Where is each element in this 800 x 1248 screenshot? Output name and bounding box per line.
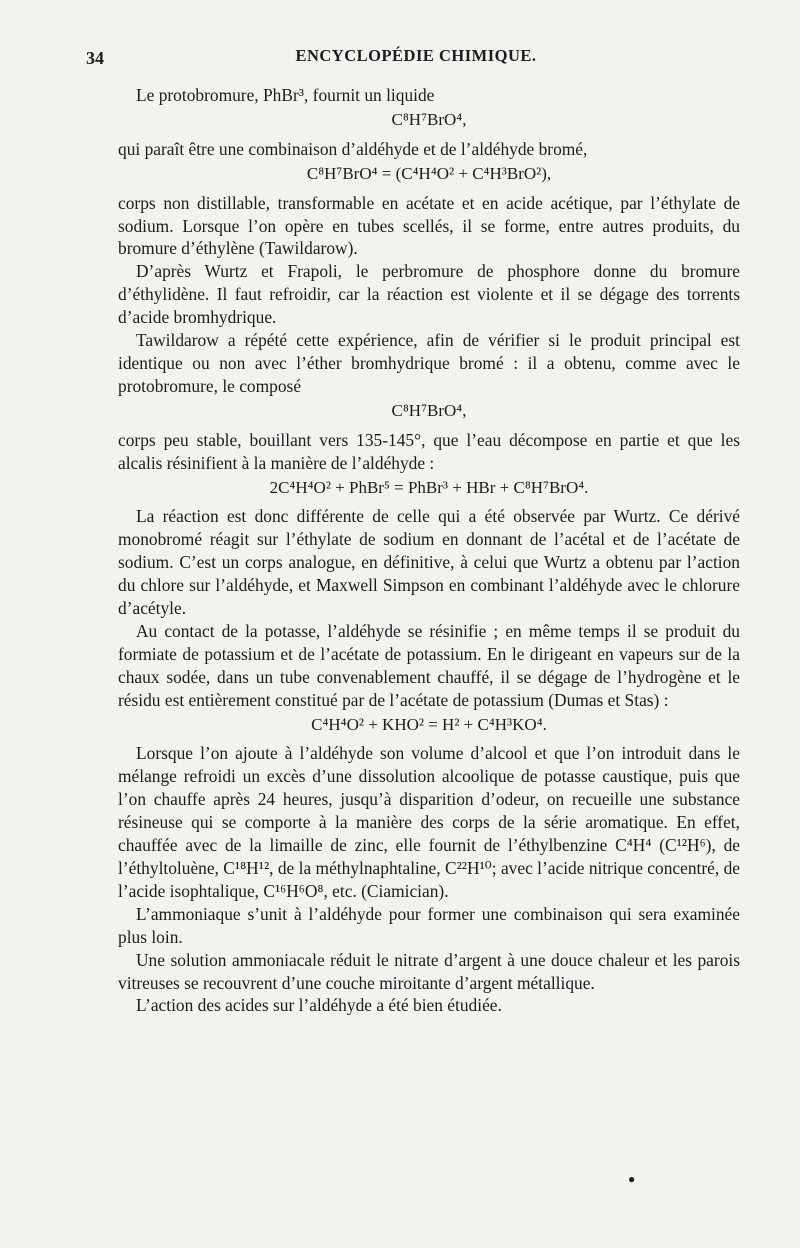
bullet-mark: ● [628,1172,636,1186]
chemical-equation: 2C⁴H⁴O² + PhBr⁵ = PhBr³ + HBr + C⁸H⁷BrO⁴. [269,477,589,497]
page-header [86,44,746,74]
paragraph: Lorsque l’on ajoute à l’aldéhyde son volume d’alcool et que l’on introduit dans le mélange refroidi un excès d’une dissolution alcoolique de potasse caustique, puis que l’on chauffe après 24 heures, jusqu’à disparition d’odeur, on recueille une substance résineuse qui se comporte à la manière des corps de la série aromatique. En effet, chauffée avec de la limaille de zinc, elle fournit de l’éthylbenzine C⁴H⁴ (C¹²H⁶), de l’éthyltoluène, C¹⁸H¹², de la méthylnaphtaline, C²²H¹⁰; avec l’acide nitrique concentré, de l’acide isophtalique, C¹⁶H⁶O⁸, etc. (Ciamician). [118,743,740,901]
paragraph: corps non distillable, transformable en acétate et en acide acétique, par l’éthylate de sodium. Lorsque l’on opère en tubes scellés, il se forme, entre autres produits, du bromure d’éthylène (Tawildarow). [118,192,740,259]
chemical-formula: C⁸H⁷BrO⁴, [391,400,467,420]
paragraph: La réaction est donc différente de celle qui a été observée par Wurtz. Ce dérivé monobromé réagit sur l’éthylate de sodium en donnant de l’acétal et de l’acétate de sodium. C’est un corps analogue, en définitive, à celui que Wurtz a obtenu par l’action du chlore sur l’aldéhyde, et Maxwell Simpson en combinant l’aldéhyde avec le chlorure d’acétyle. [118,506,740,619]
paragraph: Une solution ammoniacale réduit le nitrate d’argent à une douce chaleur et les parois vitreuses se recouvrent d’une couche miroitante d’argent métallique. [118,949,740,993]
paragraph: L’ammoniaque s’unit à l’aldéhyde pour former une combinaison qui sera examinée plus loin. [118,903,740,947]
chemical-equation: C⁸H⁷BrO⁴ = (C⁴H⁴O² + C⁴H³BrO²), [306,163,552,183]
page-number: 34 [86,48,104,68]
chemical-formula: C⁸H⁷BrO⁴, [391,109,467,129]
paragraph: qui paraît être une combinaison d’aldéhyde et de l’aldéhyde bromé, [118,138,588,159]
paragraph: D’après Wurtz et Frapoli, le perbromure de phosphore donne du bromure d’éthylidène. Il faut refroidir, car la réaction est violente et il se dégage des torrents d’acide bromhydrique. [118,261,740,328]
page-body [118,84,740,1017]
paragraph: corps peu stable, bouillant vers 135-145°, que l’eau décompose en partie et que les alcalis résinifient à la manière de l’aldéhyde : [118,429,740,473]
paragraph: Le protobromure, PhBr³, fournit un liquide [136,85,435,105]
running-head: ENCYCLOPÉDIE CHIMIQUE. [295,46,537,65]
paragraph: Au contact de la potasse, l’aldéhyde se résinifie ; en même temps il se produit du formiate de potassium et de l’acétate de potassium. En le dirigeant en vapeurs sur de la chaux sodée, dans un tube convenablement chauffé, il se dégage de l’hydrogène et le résidu est entièrement constitué par de l’acétate de potassium (Dumas et Stas) : [118,620,740,710]
chemical-equation: C⁴H⁴O² + KHO² = H² + C⁴H³KO⁴. [311,714,547,734]
paragraph: L’action des acides sur l’aldéhyde a été bien étudiée. [136,995,502,1016]
paragraph: Tawildarow a répété cette expérience, afin de vérifier si le produit principal est identique ou non avec l’éther bromhydrique bromé : il a obtenu, comme avec le protobromure, le composé [118,330,740,396]
